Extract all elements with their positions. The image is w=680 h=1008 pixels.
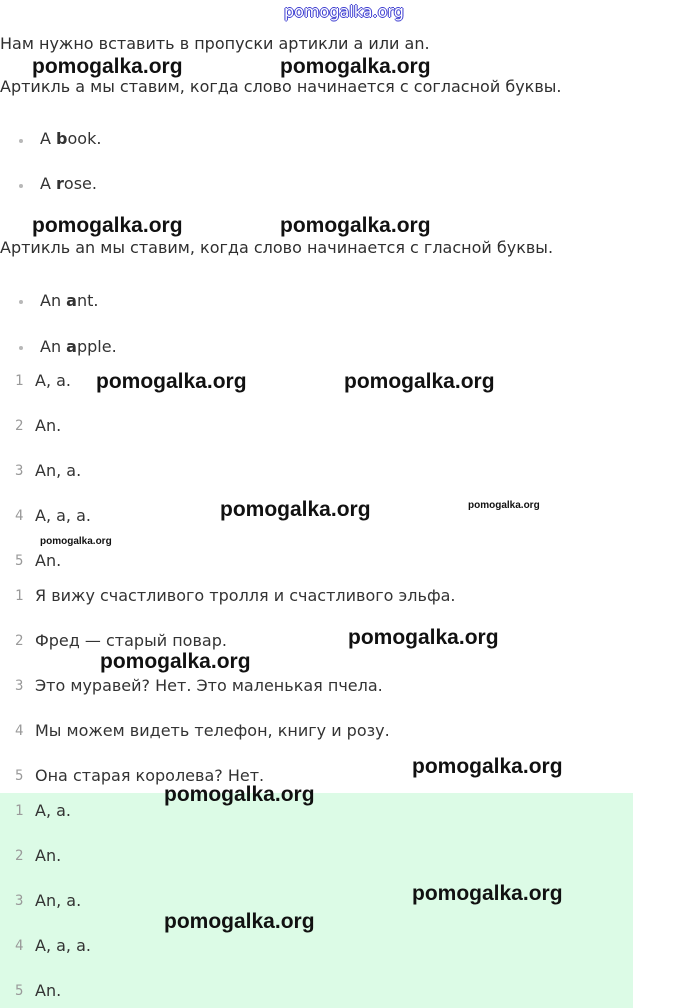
site-title[interactable]: pomogalka.org — [284, 2, 404, 21]
highlighted-answer-number: 3 — [15, 893, 24, 909]
highlighted-answer-number: 1 — [15, 803, 24, 819]
translation-text: Мы можем видеть телефон, книгу и розу. — [35, 721, 390, 740]
translation-text: Это муравей? Нет. Это маленькая пчела. — [35, 676, 383, 695]
answer-text: An. — [35, 551, 62, 570]
watermark: pomogalka.org — [348, 626, 499, 649]
translation-number: 3 — [15, 678, 24, 694]
watermark: pomogalka.org — [280, 55, 431, 78]
watermark: pomogalka.org — [412, 755, 563, 778]
watermark: pomogalka.org — [220, 498, 371, 521]
example-an-1: An ant. — [40, 291, 99, 310]
highlighted-answer-number: 2 — [15, 848, 24, 864]
intro-text: Нам нужно вставить в пропуски артикли a или an. — [0, 34, 430, 53]
watermark: pomogalka.org — [32, 55, 183, 78]
translation-text: Я вижу счастливого тролля и счастливого эльфа. — [35, 586, 456, 605]
answer-number: 5 — [15, 553, 24, 569]
highlighted-answer-text: An, a. — [35, 891, 82, 910]
highlighted-answer-text: A, a. — [35, 801, 72, 820]
highlighted-answer-number: 5 — [15, 983, 24, 999]
watermark: pomogalka.org — [280, 214, 431, 237]
answer-number: 4 — [15, 508, 24, 524]
example-a-1: A book. — [40, 129, 102, 148]
bullet-dot — [19, 346, 23, 350]
highlighted-answer-number: 4 — [15, 938, 24, 954]
bullet-dot — [19, 300, 23, 304]
watermark: pomogalka.org — [100, 650, 251, 673]
example-an-2: An apple. — [40, 337, 117, 356]
translation-number: 1 — [15, 588, 24, 604]
rule-a-text: Артикль a мы ставим, когда слово начинается с согласной буквы. — [0, 77, 562, 96]
answer-text: An, a. — [35, 461, 82, 480]
answer-text: A, a, a. — [35, 506, 91, 525]
translation-number: 2 — [15, 633, 24, 649]
watermark: pomogalka.org — [96, 370, 247, 393]
answer-number: 3 — [15, 463, 24, 479]
watermark: pomogalka.org — [412, 882, 563, 905]
answer-text: A, a. — [35, 371, 72, 390]
answer-number: 1 — [15, 373, 24, 389]
watermark-small: pomogalka.org — [468, 500, 540, 511]
answer-text: An. — [35, 416, 62, 435]
translation-text: Она старая королева? Нет. — [35, 766, 265, 785]
highlighted-answer-text: A, a, a. — [35, 936, 91, 955]
highlighted-answer-text: An. — [35, 846, 62, 865]
watermark: pomogalka.org — [344, 370, 495, 393]
watermark-small: pomogalka.org — [40, 536, 112, 547]
watermark: pomogalka.org — [164, 783, 315, 806]
watermark: pomogalka.org — [32, 214, 183, 237]
translation-number: 4 — [15, 723, 24, 739]
watermark: pomogalka.org — [164, 910, 315, 933]
rule-an-text: Артикль an мы ставим, когда слово начинается с гласной буквы. — [0, 238, 554, 257]
bullet-dot — [19, 139, 23, 143]
bullet-dot — [19, 184, 23, 188]
translation-text: Фред — старый повар. — [35, 631, 227, 650]
example-a-2: A rose. — [40, 174, 97, 193]
answer-number: 2 — [15, 418, 24, 434]
translation-number: 5 — [15, 768, 24, 784]
highlighted-answer-text: An. — [35, 981, 62, 1000]
